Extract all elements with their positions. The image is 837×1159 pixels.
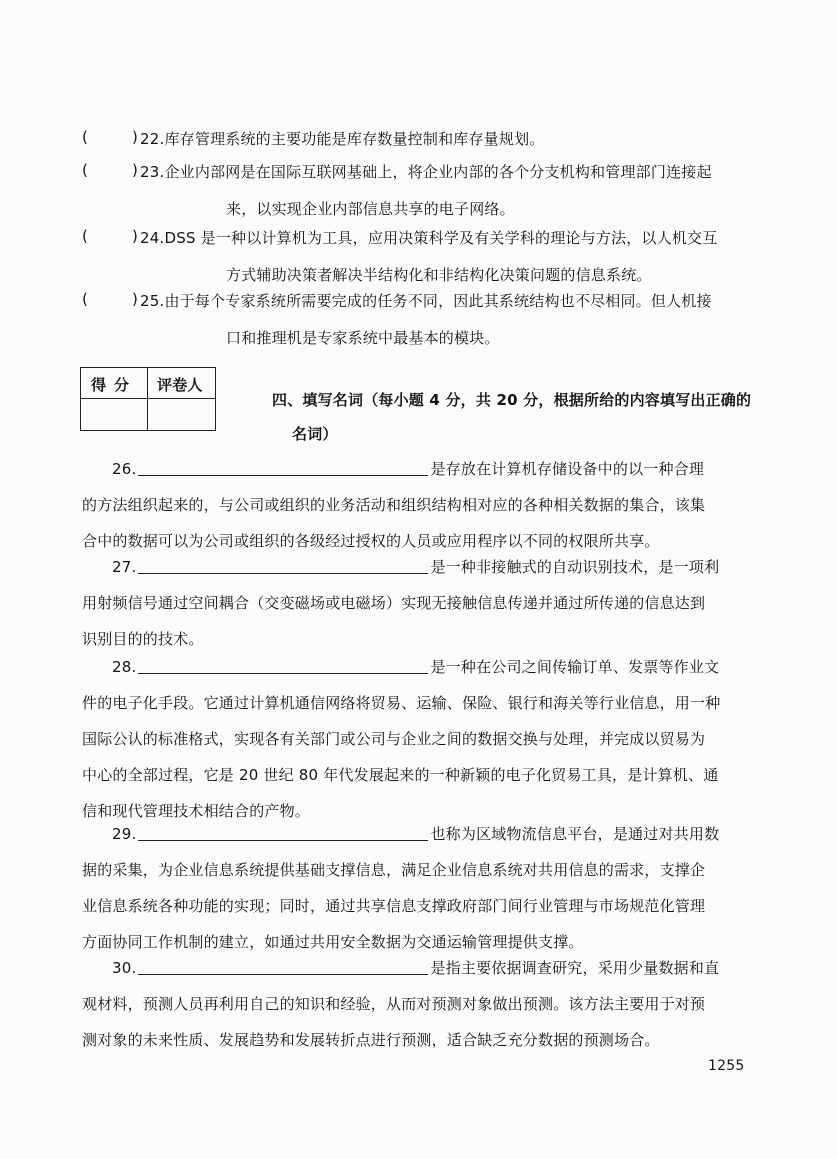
- question-text: 业信息系统各种功能的实现；同时，通过共享信息支撑政府部门间行业管理与市场规范化管理: [82, 897, 706, 915]
- question-text: 合中的数据可以为公司或组织的各级经过授权的人员或应用程序以不同的权限所共享。: [82, 532, 660, 550]
- question-text: 是存放在计算机存储设备中的以一种合理: [430, 460, 705, 478]
- question-30: [82, 950, 762, 1058]
- answer-blank[interactable]: [138, 557, 428, 574]
- tf-text: [140, 161, 760, 219]
- question-text: 件的电子化手段。它通过计算机通信网络将贸易、运输、保险、银行和海关等行业信息，用一种: [82, 694, 721, 712]
- answer-blank[interactable]: [138, 958, 428, 975]
- question-28: [82, 649, 762, 829]
- tf-line2: 口和推理机是专家系统中最基本的模块。: [226, 329, 500, 347]
- tf-line1: DSS 是一种以计算机为工具，应用决策科学及有关学科的理论与方法，以人机交互: [164, 229, 718, 247]
- tf-line1: 企业内部网是在国际互联网基础上，将企业内部的各个分支机构和管理部门连接起: [164, 163, 712, 181]
- tf-text: [140, 227, 760, 285]
- answer-paren-close: ): [132, 227, 139, 245]
- score-header: 得分: [91, 376, 138, 394]
- tf-number: 22.: [140, 130, 165, 148]
- question-text: 用射频信号通过空间耦合（交变磁场或电磁场）实现无接触信息传递并通过所传递的信息达到: [82, 594, 706, 612]
- answer-paren-close: ): [132, 128, 139, 146]
- question-text: 方面协同工作机制的建立，如通过共用安全数据为交通运输管理提供支撑。: [82, 933, 584, 951]
- question-number: 28.: [112, 658, 137, 676]
- section-heading-line2: 名词）: [292, 425, 338, 443]
- question-text: 测对象的未来性质、发展趋势和发展转折点进行预测，适合缺乏充分数据的预测场合。: [82, 1031, 660, 1049]
- grader-header: 评卷人: [157, 376, 203, 394]
- question-text: 观材料，预测人员再利用自己的知识和经验，从而对预测对象做出预测。该方法主要用于对预: [82, 995, 706, 1013]
- question-number: 27.: [112, 558, 137, 576]
- tf-number: 25.: [140, 292, 165, 310]
- question-26: [82, 451, 762, 559]
- question-27: [82, 549, 762, 657]
- score-table: [80, 367, 216, 431]
- tf-text: [140, 128, 760, 165]
- section-heading-line1: 四、填写名词（每小题 4 分，共 20 分，根据所给的内容填写出正确的: [272, 391, 752, 409]
- question-text: 是一种在公司之间传输订单、发票等作业文: [430, 658, 720, 676]
- answer-paren-open: (: [82, 227, 89, 245]
- tf-number: 23.: [140, 163, 165, 181]
- question-text: 是一种非接触式的自动识别技术，是一项利: [430, 558, 720, 576]
- tf-number: 24.: [140, 229, 165, 247]
- answer-blank[interactable]: [138, 657, 428, 674]
- answer-paren-close: ): [132, 290, 139, 308]
- question-text: 也称为区域物流信息平台，是通过对共用数: [430, 825, 720, 843]
- question-number: 29.: [112, 825, 137, 843]
- answer-paren-close: ): [132, 161, 139, 179]
- answer-paren-open: (: [82, 161, 89, 179]
- question-text: 是指主要依据调查研究，采用少量数据和直: [430, 959, 720, 977]
- answer-paren-open: (: [82, 290, 89, 308]
- question-number: 30.: [112, 959, 137, 977]
- question-text: 的方法组织起来的，与公司或组织的业务活动和组织结构相对应的各种相关数据的集合，该集: [82, 496, 706, 514]
- question-text: 信和现代管理技术相结合的产物。: [82, 802, 311, 820]
- tf-item-25: [82, 290, 762, 354]
- question-text: 据的采集，为企业信息系统提供基础支撑信息，满足企业信息系统对共用信息的需求，支撑企: [82, 861, 706, 879]
- tf-item-23: [82, 161, 762, 225]
- answer-paren-open: (: [82, 128, 89, 146]
- tf-line1: 库存管理系统的主要功能是库存数量控制和库存量规划。: [164, 130, 545, 148]
- answer-blank[interactable]: [138, 824, 428, 841]
- question-text: 中心的全部过程，它是 20 世纪 80 年代发展起来的一种新颖的电子化贸易工具，是计算机、通: [82, 766, 719, 784]
- answer-blank[interactable]: [138, 459, 428, 476]
- tf-line2: 方式辅助决策者解决半结构化和非结构化决策问题的信息系统。: [226, 266, 652, 284]
- tf-text: [140, 290, 760, 348]
- tf-line2: 来，以实现企业内部信息共享的电子网络。: [226, 200, 515, 218]
- question-29: [82, 816, 762, 960]
- question-text: 识别目的的技术。: [82, 630, 204, 648]
- tf-line1: 由于每个专家系统所需要完成的任务不同，因此其系统结构也不尽相同。但人机接: [164, 292, 712, 310]
- tf-item-24: [82, 227, 762, 291]
- question-number: 26.: [112, 460, 137, 478]
- question-text: 国际公认的标准格式，实现各有关部门或公司与企业之间的数据交换与处理，并完成以贸易为: [82, 730, 706, 748]
- page-number: 1255: [708, 1058, 745, 1074]
